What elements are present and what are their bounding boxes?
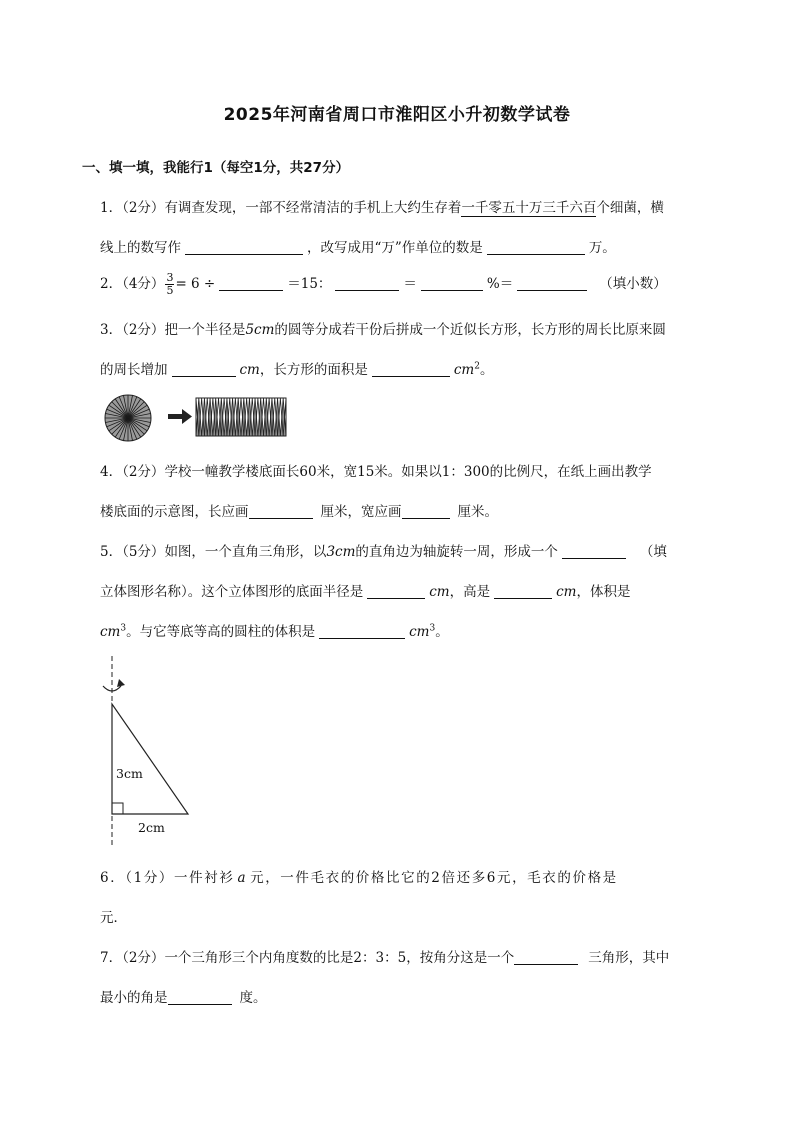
q2-fraction-denominator: 5 [166, 284, 174, 297]
question-5-line-2 [100, 580, 631, 600]
q3-unit-3: cm [453, 362, 475, 378]
q2-text-5: （填小数） [599, 276, 667, 292]
q1-text-3: ，改写成用“万”作单位的数是 [307, 240, 483, 256]
q2-fraction [165, 272, 174, 297]
q3-blank-2[interactable] [372, 362, 450, 377]
q6-variable: a [237, 870, 248, 886]
question-4-line-2 [100, 500, 498, 520]
q3-rearranged-rectangle [196, 398, 286, 436]
q3-number: 3． [100, 322, 123, 338]
q2-text-2: ＝15： [287, 276, 332, 292]
q5-text-6: ，体积是 [576, 584, 631, 600]
q1-underlined-number: 一千零五十万三千六百 [461, 200, 597, 216]
question-1-line-2 [100, 236, 616, 256]
q3-divided-circle [105, 395, 151, 441]
q7-blank-1[interactable] [514, 950, 578, 965]
q6-text-2: 元，一件毛衣的价格比它的2倍还多6元，毛衣的价格是 [250, 870, 618, 886]
question-7-line-2 [100, 986, 267, 1006]
q3-radius-value: 5 [245, 322, 255, 338]
q7-score: （2分） [122, 950, 165, 966]
q6-score: （1分） [125, 870, 175, 886]
question-2-line [100, 272, 667, 297]
q2-blank-1[interactable] [219, 276, 283, 291]
q2-text-3: ＝ [403, 276, 417, 292]
question-3-line-2 [100, 358, 493, 378]
q2-blank-2[interactable] [335, 276, 399, 291]
q4-score: （2分） [122, 464, 165, 480]
q1-number: 1． [100, 200, 123, 216]
q5-text-4: 立体图形名称）。这个立体图形的底面半径是 [100, 584, 364, 600]
q1-text-2: 线上的数写作 [100, 240, 181, 256]
q5-unit-3: cm [556, 584, 577, 600]
q5-text-2: 的直角边为轴旋转一周，形成一个 [355, 544, 558, 560]
q3-figure [98, 392, 298, 444]
q3-arrow-icon [168, 409, 192, 424]
q4-text-1: 学校一幢教学楼底面长60米，宽15米。如果以1：300的比例尺，在纸上画出教学 [164, 464, 652, 480]
q6-text-1: 一件衬衫 [174, 870, 235, 886]
page-title: 2025年河南省周口市淮阳区小升初数学试卷 [223, 105, 571, 125]
q3-text-3: 的周长增加 [100, 362, 168, 378]
q5-text-3: （填 [639, 544, 667, 560]
q7-number: 7． [100, 950, 123, 966]
question-6-line-2 [100, 906, 127, 926]
rotation-arrowhead [117, 679, 125, 687]
q5-blank-3[interactable] [494, 584, 552, 599]
q6-number: 6． [100, 870, 126, 886]
q3-unit: cm [254, 322, 275, 338]
q3-unit-squared: 2 [474, 361, 480, 372]
q1-text-end: 个细菌，横 [596, 200, 664, 216]
q5-unit-2: cm [429, 584, 450, 600]
q5-height-value: 3 [326, 544, 336, 560]
q5-score: （5分） [122, 544, 165, 560]
q5-unit-5: cm [409, 624, 430, 640]
question-6-line-1 [100, 866, 618, 886]
q7-text-4: 度。 [239, 990, 267, 1006]
q2-blank-4[interactable] [517, 276, 587, 291]
q5-blank-1[interactable] [562, 544, 626, 559]
q1-blank-1[interactable] [185, 240, 303, 255]
q2-text-4: %＝ [486, 276, 514, 292]
q3-text-1: 把一个半径是 [164, 322, 246, 338]
q4-number: 4． [100, 464, 123, 480]
q6-text-3: 元． [100, 910, 127, 926]
q1-text-4: 万。 [588, 240, 616, 256]
q2-number: 2． [100, 276, 123, 292]
height-label: 3cm [116, 766, 143, 781]
q7-blank-2[interactable] [168, 990, 232, 1005]
question-3-line-1 [100, 318, 666, 338]
q1-score: （2分） [122, 200, 165, 216]
question-5-line-1 [100, 540, 667, 560]
q7-text-2: 三角形，其中 [588, 950, 670, 966]
q5-blank-2[interactable] [367, 584, 425, 599]
q2-text-1: = 6 ÷ [175, 276, 216, 292]
right-angle-mark [112, 803, 123, 814]
q1-blank-2[interactable] [487, 240, 585, 255]
base-label: 2cm [138, 820, 165, 835]
right-triangle [112, 704, 188, 814]
q4-text-3: 厘米，宽应画 [320, 504, 402, 520]
q5-unit-cubed-2: 3 [429, 623, 436, 634]
q2-blank-3[interactable] [421, 276, 483, 291]
q2-fraction-numerator: 3 [166, 271, 174, 284]
q3-score: （2分） [122, 322, 165, 338]
q4-text-4: 厘米。 [457, 504, 498, 520]
q5-blank-4[interactable] [319, 624, 405, 639]
question-4-line-1 [100, 460, 652, 480]
q5-text-7: 。与它等底等高的圆柱的体积是 [126, 624, 316, 640]
q4-text-2: 楼底面的示意图，长应画 [100, 504, 249, 520]
question-5-line-3 [100, 620, 449, 640]
q5-text-8: 。 [435, 624, 449, 640]
q3-unit-2: cm [239, 362, 260, 378]
q5-unit-4: cm [100, 624, 121, 640]
question-7-line-1 [100, 946, 669, 966]
q5-triangle-figure [98, 652, 208, 852]
section-heading: 一、填一填，我能行1（每空1分，共27分） [82, 160, 350, 176]
q5-number: 5． [100, 544, 123, 560]
q1-text: 有调查发现，一部不经常清洁的手机上大约生存着 [164, 200, 462, 216]
q3-blank-1[interactable] [172, 362, 236, 377]
q5-text-5: ，高是 [449, 584, 491, 600]
q7-text-3: 最小的角是 [100, 990, 168, 1006]
q4-blank-2[interactable] [402, 504, 450, 519]
q5-unit: cm [335, 544, 356, 560]
question-1-line-1 [100, 196, 664, 216]
q5-unit-cubed: 3 [120, 623, 127, 634]
q3-text-2: 的圆等分成若干份后拼成一个近似长方形，长方形的周长比原来圆 [274, 322, 666, 338]
q4-blank-1[interactable] [249, 504, 313, 519]
q3-text-5: 。 [479, 362, 494, 378]
q5-text-1: 如图，一个直角三角形，以 [164, 544, 327, 560]
q7-text-1: 一个三角形三个内角度数的比是2：3：5，按角分这是一个 [164, 950, 515, 966]
q2-score: （4分） [122, 276, 165, 292]
q3-text-4: ，长方形的面积是 [259, 362, 368, 378]
